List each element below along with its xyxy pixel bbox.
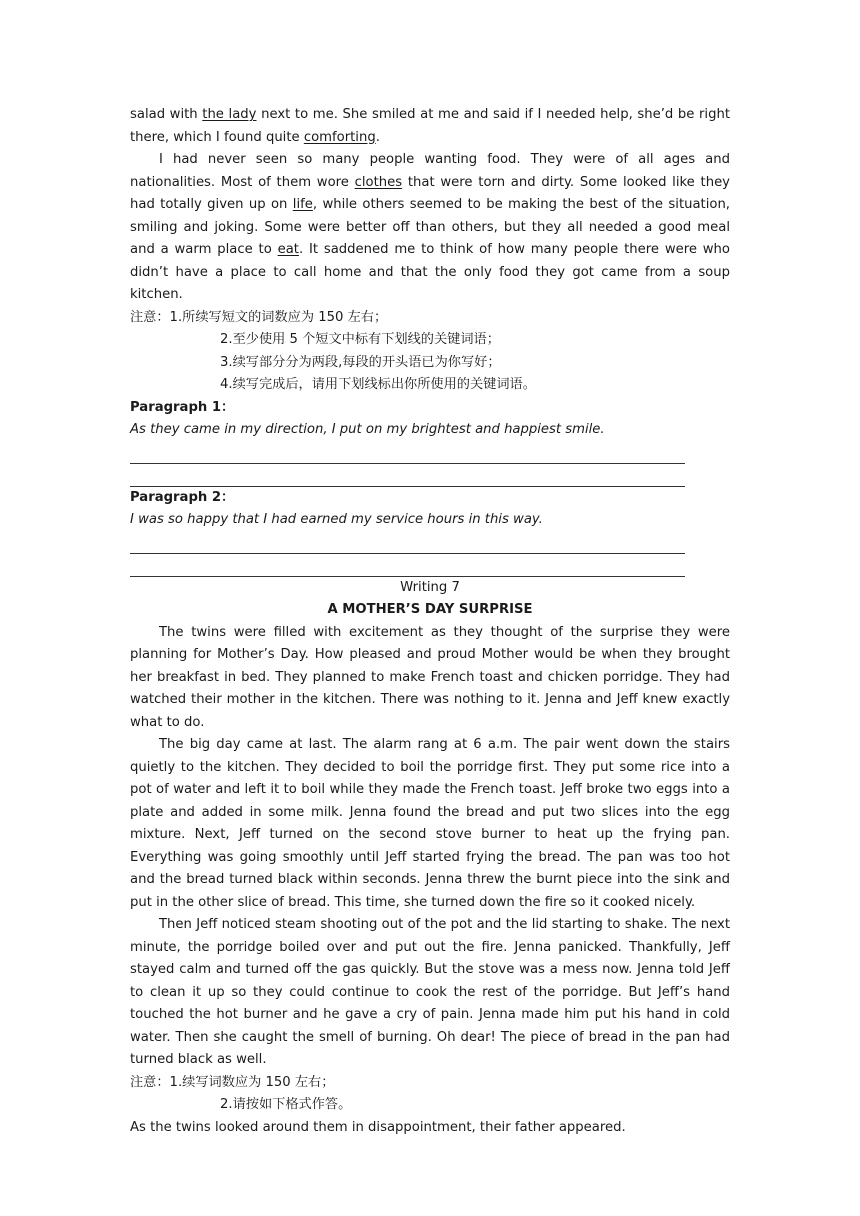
passage-paragraph: salad with the lady next to me. She smiled at me and said if I needed help, she’d be right there, which I found quite comforting. xyxy=(130,107,730,145)
instruction-note: 4.续写完成后，请用下划线标出你所使用的关键词语。 xyxy=(220,377,536,392)
instruction-note: 注意：1.续写词数应为 150 左右； xyxy=(130,1074,335,1090)
underlined-keyword: life xyxy=(292,197,313,212)
underlined-keyword: the lady xyxy=(202,107,257,122)
paragraph-1-opening: As they came in my direction, I put on my brightest and happiest smile. xyxy=(130,422,605,437)
underlined-keyword: eat xyxy=(277,242,299,257)
section-label: Writing 7 xyxy=(400,579,460,595)
answer-line xyxy=(130,464,685,487)
story-title: A MOTHER’S DAY SURPRISE xyxy=(327,602,533,617)
paragraph-2-heading: Paragraph 2： xyxy=(130,489,235,505)
document-content xyxy=(130,104,730,1139)
instruction-note: 3.续写部分分为两段,每段的开头语已为你写好； xyxy=(220,354,501,370)
answer-line xyxy=(130,532,685,555)
story-paragraph: Then Jeff noticed steam shooting out of the pot and the lid starting to shake. The next minute, the porridge boiled over and put out the fire. Jenna panicked. Thankfully, Jeff stayed calm and turned off the gas quickly. But the stove was a mess now. Jenna told Jeff to clean it up so they could continue to cook the rest of the porridge. But Jeff’s hand touched the hot burner and he gave a cry of pain. Jenna made him put his hand in cold water. Then she caught the smell of burning. Oh dear! The piece of bread in the pan had turned black as well. xyxy=(130,917,730,1067)
paragraph-2-opening: I was so happy that I had earned my service hours in this way. xyxy=(130,512,543,527)
story-paragraph: The big day came at last. The alarm rang at 6 a.m. The pair went down the stairs quietly to the kitchen. They decided to boil the porridge first. They put some rice into a pot of water and left it to boil while they made the French toast. Jeff broke two eggs into a plate and added in some milk. Jenna found the bread and put two slices into the egg mixture. Next, Jeff turned on the second stove burner to heat up the frying pan. Everything was going smoothly until Jeff started frying the bread. The pan was too hot and the bread turned black within seconds. Jenna threw the burnt piece into the sink and put in the other slice of bread. This time, she turned down the fire so it cooked nicely. xyxy=(130,737,730,910)
continuation-opening: As the twins looked around them in disappointment, their father appeared. xyxy=(130,1119,626,1135)
story-paragraph: The twins were filled with excitement as they thought of the surprise they were planning for Mother’s Day. How pleased and proud Mother would be when they brought her breakfast in bed. They planned to make French toast and chicken porridge. They had watched their mother in the kitchen. There was nothing to it. Jenna and Jeff knew exactly what to do. xyxy=(130,624,730,730)
answer-line xyxy=(130,442,685,465)
answer-line xyxy=(130,554,685,577)
underlined-keyword: comforting xyxy=(303,129,376,145)
underlined-keyword: clothes xyxy=(354,174,403,190)
paragraph-1-heading: Paragraph 1： xyxy=(130,399,235,415)
instruction-note: 2.至少使用 5 个短文中标有下划线的关键词语； xyxy=(220,332,500,347)
instruction-note: 2.请按如下格式作答。 xyxy=(220,1097,352,1112)
passage-paragraph: I had never seen so many people wanting food. They were of all ages and nationalities. Most of them wore clothes that were torn and dirty. Some looked like they had totally given up on life, while others seemed to be making the best of the situation, smiling and joking. Some were better off than others, but they all needed a good meal and a warm place to eat. It saddened me to think of how many people there were who didn’t have a place to call home and that the only food they got came from a soup kitchen. xyxy=(130,152,731,302)
instruction-note: 注意：1.所续写短文的词数应为 150 左右； xyxy=(130,309,388,325)
